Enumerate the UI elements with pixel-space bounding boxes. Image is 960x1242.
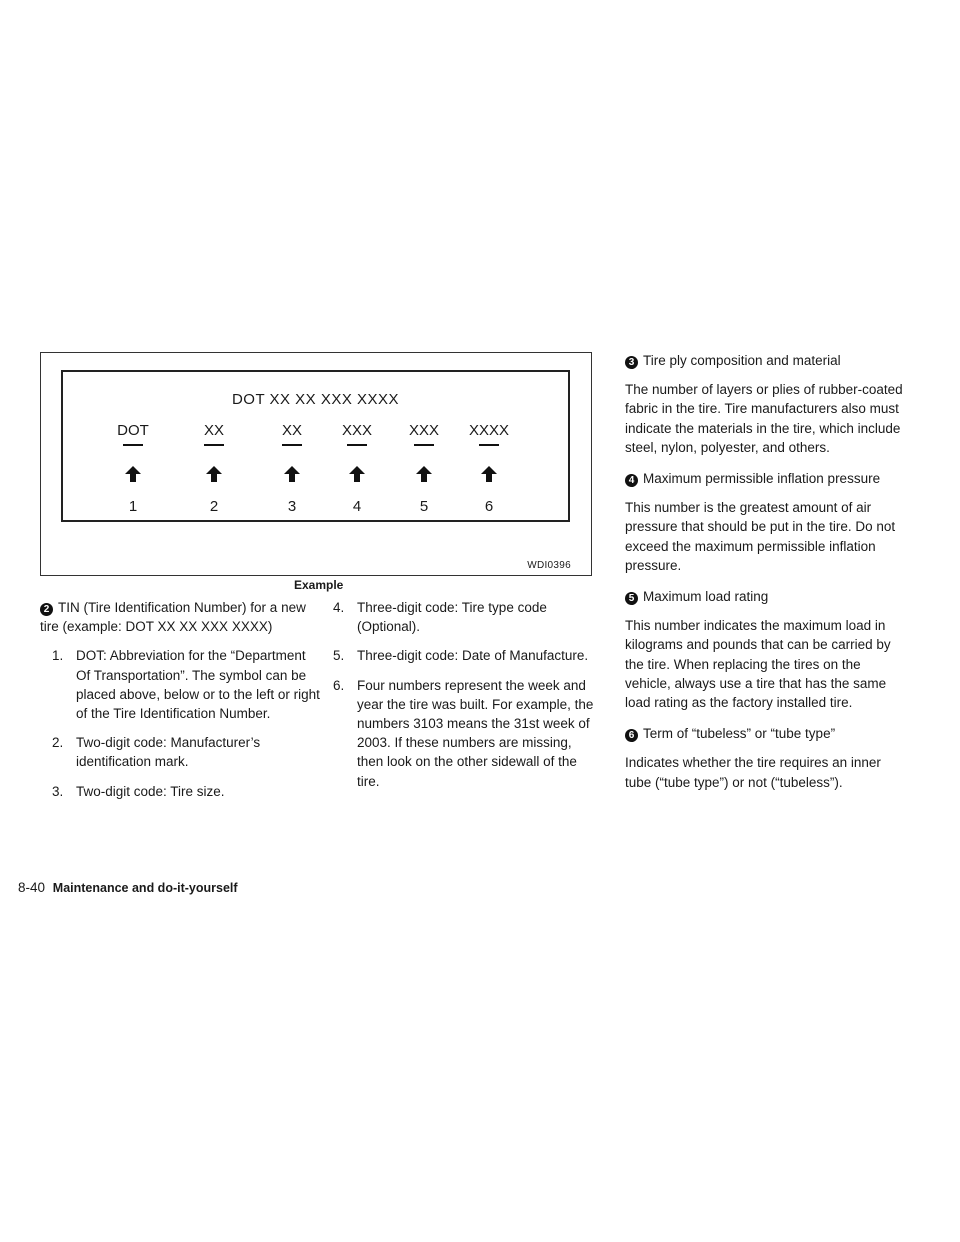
section-title: Maintenance and do-it-yourself: [52, 881, 238, 895]
tin-column-number: 6: [484, 498, 494, 515]
tin-example-title: DOT XX XX XXX XXXX: [231, 391, 400, 408]
list-item-number: 3.: [52, 783, 64, 799]
page-footer: [18, 880, 238, 895]
up-arrow-icon: [415, 465, 433, 483]
underline-dash: [347, 444, 367, 446]
tin-diagram-box: [61, 370, 570, 522]
section-heading-text: Maximum load rating: [643, 589, 769, 605]
list-item: [52, 646, 320, 723]
section-heading: [625, 469, 905, 488]
list-item-text: Two-digit code: Tire size.: [76, 783, 225, 799]
tin-code: XXX: [341, 422, 372, 439]
page-number: 8-40: [18, 880, 46, 895]
list-item-number: 5.: [333, 648, 345, 664]
list-item-number: 1.: [52, 648, 64, 664]
tin-section-heading: [40, 598, 320, 636]
section-heading-text: Term of “tubeless” or “tube type”: [643, 726, 836, 742]
list-item: [333, 598, 595, 636]
list-item-text: Four numbers represent the week and year the tire was built. For example, the numbers 3103 means the 31st week of 2003. If these numbers are missing, then look on the other sidewall of the tire.: [357, 677, 594, 789]
underline-dash: [479, 444, 499, 446]
tin-column: [459, 421, 519, 515]
list-item-number: 6.: [333, 677, 345, 693]
up-arrow-icon: [283, 465, 301, 483]
section-heading-text: Maximum permissible inflation pressure: [643, 471, 881, 487]
section-body: Indicates whether the tire requires an inner tube (“tube type”) or not (“tubeless”).: [625, 755, 881, 790]
left-column: [40, 598, 320, 811]
up-arrow-icon: [124, 465, 142, 483]
list-item: [52, 733, 320, 771]
tin-column: [327, 421, 387, 515]
tin-list: [52, 646, 320, 800]
list-item: [333, 676, 595, 791]
list-item-text: Two-digit code: Manufacturer’s identification mark.: [76, 735, 261, 770]
figure-code-id: WDI0396: [527, 560, 571, 571]
tin-column: [103, 421, 163, 515]
circled-number-2-icon: 2: [40, 603, 53, 616]
circled-number-5-icon: 5: [625, 592, 638, 605]
underline-dash: [282, 444, 302, 446]
figure-caption: Example: [294, 578, 344, 592]
list-item: [333, 646, 595, 665]
tin-column-number: 1: [128, 498, 138, 515]
tin-column-number: 4: [352, 498, 362, 515]
tin-code: DOT: [117, 422, 149, 439]
section-heading: [625, 724, 905, 743]
middle-column: [333, 598, 595, 801]
section-body: This number indicates the maximum load in kilograms and pounds that can be carried by the tire. When replacing the tires on the vehicle, always use a tire that has the same load rating as the factory installed tire.: [625, 618, 891, 711]
tin-example-figure: [40, 352, 592, 576]
up-arrow-icon: [480, 465, 498, 483]
tin-column-number: 3: [287, 498, 297, 515]
list-item-number: 2.: [52, 735, 64, 751]
circled-number-3-icon: 3: [625, 356, 638, 369]
tin-code: XXXX: [468, 422, 510, 439]
tin-code: XX: [203, 422, 224, 439]
tin-list-continued: [333, 598, 595, 791]
section-body: This number is the greatest amount of air pressure that should be put in the tire. Do not exceed the maximum permissible inflation pressure.: [625, 500, 896, 573]
tin-heading-text: TIN (Tire Identification Number) for a new tire (example: DOT XX XX XXX XXXX): [40, 600, 306, 635]
up-arrow-icon: [205, 465, 223, 483]
tin-column: [262, 421, 322, 515]
section-heading: [625, 587, 905, 606]
section-heading-text: Tire ply composition and material: [643, 353, 841, 368]
tin-column: [184, 421, 244, 515]
tin-column: [394, 421, 454, 515]
list-item-text: Three-digit code: Tire type code (Optional).: [357, 600, 547, 635]
up-arrow-icon: [348, 465, 366, 483]
tin-column-number: 2: [209, 498, 219, 515]
section-body: The number of layers or plies of rubber-coated fabric in the tire. Tire manufacturers also must indicate the materials in the tire, which include steel, nylon, polyester, and others.: [625, 382, 903, 455]
list-item-number: 4.: [333, 600, 345, 615]
circled-number-4-icon: 4: [625, 474, 638, 487]
tin-column-number: 5: [419, 498, 429, 515]
list-item-text: Three-digit code: Date of Manufacture.: [357, 648, 589, 664]
underline-dash: [204, 444, 224, 446]
underline-dash: [414, 444, 434, 446]
section-heading: [625, 351, 905, 370]
circled-number-6-icon: 6: [625, 729, 638, 742]
tin-code: XX: [281, 422, 302, 439]
list-item: [52, 782, 320, 801]
list-item-text: DOT: Abbreviation for the “Department Of Transportation”. The symbol can be placed above, below or to the left or right of the Tire Identification Number.: [76, 648, 320, 722]
underline-dash: [123, 444, 143, 446]
tin-code: XXX: [408, 422, 439, 439]
right-column: [625, 351, 905, 804]
